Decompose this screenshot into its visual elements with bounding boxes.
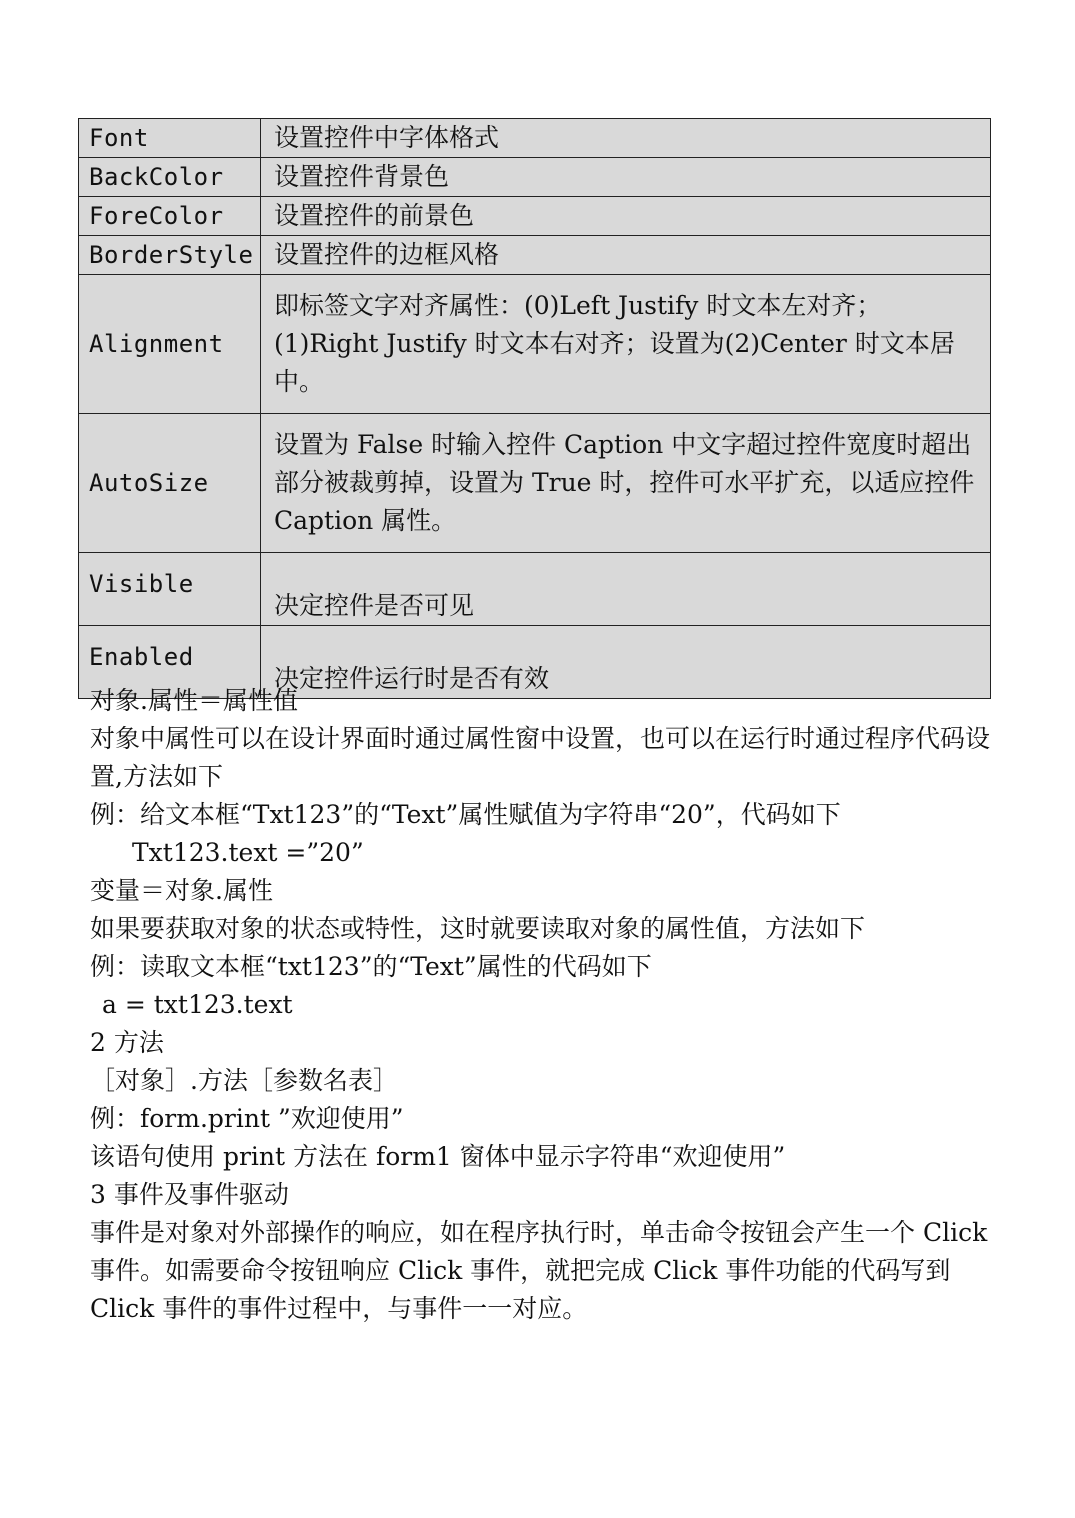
property-description: 设置控件背景色 (261, 158, 991, 197)
property-table (78, 118, 991, 699)
property-description: 决定控件运行时是否有效 (261, 626, 991, 699)
property-name: Visible (79, 553, 261, 626)
property-name: BackColor (79, 158, 261, 197)
paragraph-get-property: 如果要获取对象的状态或特性，这时就要读取对象的属性值，方法如下 (90, 914, 866, 943)
paragraph-method: 该语句使用 print 方法在 form1 窗体中显示字符串“欢迎使用” (90, 1142, 786, 1171)
table-row (79, 119, 991, 158)
example-read: 例：读取文本框“txt123”的“Text”属性的代码如下 (90, 952, 652, 981)
example-method: 例：form.print ”欢迎使用” (90, 1104, 404, 1133)
property-description: 决定控件是否可见 (261, 553, 991, 626)
property-name: Alignment (79, 275, 261, 414)
table-row (79, 414, 991, 553)
property-description: 设置为 False 时输入控件 Caption 中文字超过控件宽度时超出部分被裁剪掉，设置为 True 时，控件可水平扩充，以适应控件 Caption 属性。 (261, 414, 991, 553)
table-row (79, 236, 991, 275)
table-row (79, 158, 991, 197)
property-description: 设置控件中字体格式 (261, 119, 991, 158)
property-name: Enabled (79, 626, 261, 699)
paragraph-event: 事件是对象对外部操作的响应，如在程序执行时，单击命令按钮会产生一个 Click 事件。如需要命令按钮响应 Click 事件，就把完成 Click 事件功能的代码写到 Click 事件的事件过程中，与事件一一对应。 (90, 1218, 996, 1323)
table-row (79, 275, 991, 414)
heading-event: 3 事件及事件驱动 (90, 1180, 289, 1209)
syntax-method: ［对象］.方法［参数名表］ (90, 1066, 398, 1095)
paragraph-set-property: 对象中属性可以在设计界面时通过属性窗中设置，也可以在运行时通过程序代码设置,方法如下 (90, 724, 991, 791)
syntax-get-property: 变量＝对象.属性 (90, 876, 273, 905)
example-assign: 例：给文本框“Txt123”的“Text”属性赋值为字符串“20”，代码如下 (90, 800, 841, 829)
property-description: 即标签文字对齐属性：(0)Left Justify 时文本左对齐；(1)Right Justify 时文本右对齐；设置为(2)Center 时文本居中。 (261, 275, 991, 414)
code-assign: Txt123.text =”20” (132, 838, 364, 867)
body-text (90, 682, 996, 1328)
property-name: Font (79, 119, 261, 158)
property-description: 设置控件的边框风格 (261, 236, 991, 275)
heading-method: 2 方法 (90, 1028, 164, 1057)
table-row (79, 197, 991, 236)
table-row (79, 553, 991, 626)
syntax-set-property: 对象.属性＝属性值 (90, 686, 298, 715)
property-name: AutoSize (79, 414, 261, 553)
property-name: BorderStyle (79, 236, 261, 275)
code-read: a = txt123.text (102, 990, 293, 1019)
property-description: 设置控件的前景色 (261, 197, 991, 236)
property-name: ForeColor (79, 197, 261, 236)
